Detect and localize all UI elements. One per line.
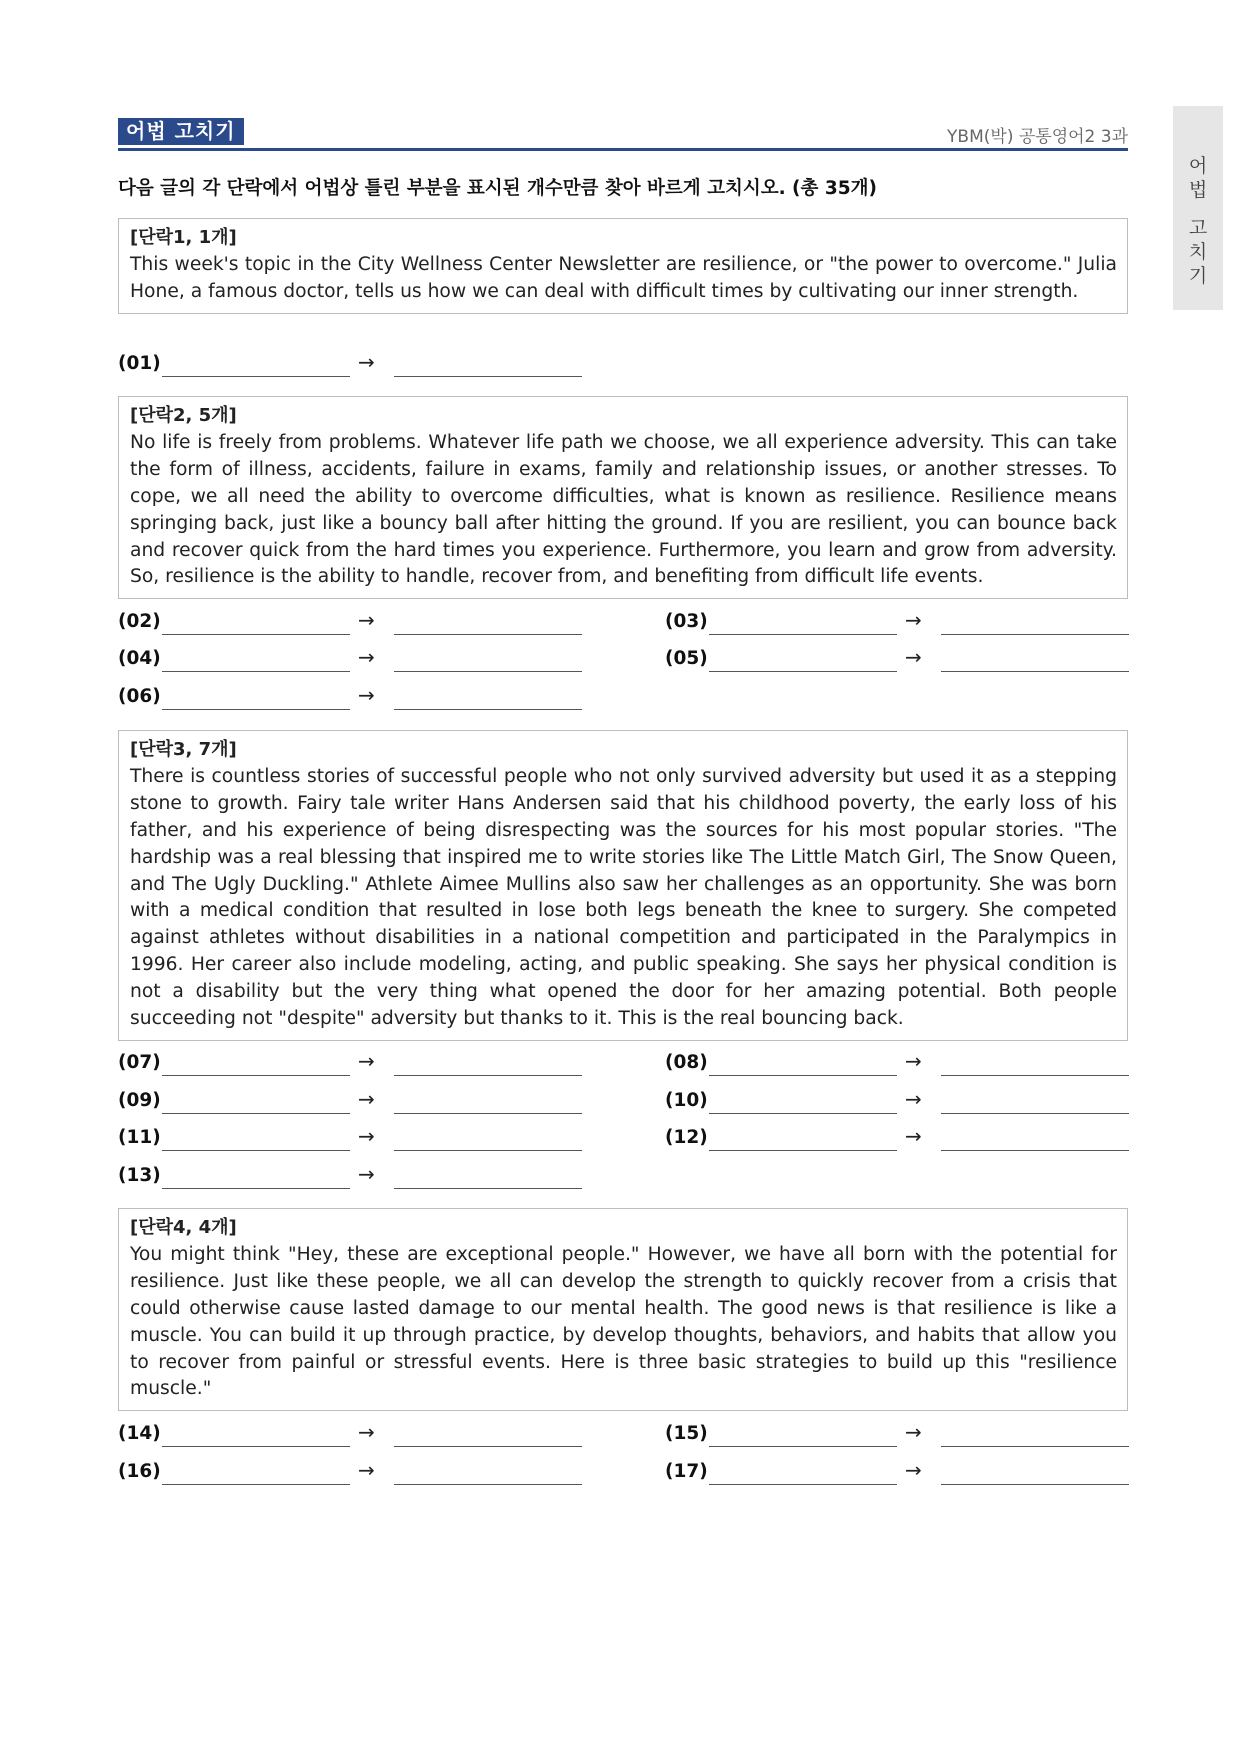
section-title: 어법 고치기: [118, 118, 244, 145]
arrow-icon: →: [905, 1049, 922, 1073]
answer-number: (01): [118, 353, 161, 374]
wrong-word-blank[interactable]: [709, 1446, 897, 1447]
answer-number: (07): [118, 1052, 161, 1073]
correction-blank[interactable]: [394, 376, 582, 377]
wrong-word-blank[interactable]: [162, 1075, 350, 1076]
answer-row: [118, 1457, 1128, 1487]
arrow-icon: →: [358, 1162, 375, 1186]
correction-blank[interactable]: [394, 1446, 582, 1447]
answer-item: [118, 1457, 588, 1487]
arrow-icon: →: [358, 1087, 375, 1111]
source-label: YBM(박) 공통영어2 3과: [947, 127, 1128, 147]
answer-item: [118, 682, 588, 712]
answer-number: (16): [118, 1461, 161, 1482]
side-tab: [1173, 106, 1223, 310]
arrow-icon: →: [905, 1087, 922, 1111]
answer-item: [118, 1161, 588, 1191]
answer-item: [118, 1123, 588, 1153]
correction-blank[interactable]: [394, 634, 582, 635]
answer-number: (02): [118, 611, 161, 632]
answer-number: (04): [118, 648, 161, 669]
answer-item: [665, 1123, 1135, 1153]
arrow-icon: →: [358, 608, 375, 632]
answer-number: (12): [665, 1127, 708, 1148]
arrow-icon: →: [905, 1420, 922, 1444]
answer-item: [665, 1457, 1135, 1487]
paragraph-text: There is countless stories of successful people who not only survived adversity but used it as a stepping stone to growth. Fairy tale writer Hans Andersen said that his childhood poverty, the early loss of his father, and his experience of being disrespecting was the sources for his most popular stories. "The hardship was a real blessing that inspired me to write stories like The Little Match Girl, The Snow Queen, and The Ugly Duckling." Athlete Aimee Mullins also saw her challenges as an opportunity. She was born with a medical condition that resulted in lose both legs beneath the knee to surgery. She competed against athletes without disabilities in a national competition and participated in the Paralympics in 1996. Her career also include modeling, acting, and public speaking. She says her physical condition is not a disability but the very thing what opened the door for her amazing potential. Both people succeeding not "despite" adversity but thanks to it. This is the real bouncing back.: [130, 765, 1117, 1030]
correction-blank[interactable]: [941, 634, 1129, 635]
arrow-icon: →: [905, 608, 922, 632]
arrow-icon: →: [358, 350, 375, 374]
wrong-word-blank[interactable]: [162, 1188, 350, 1189]
answer-item: [118, 644, 588, 674]
answer-row: [118, 607, 1128, 637]
instruction: 다음 글의 각 단락에서 어법상 틀린 부분을 표시된 개수만큼 찾아 바르게 고치시오. (총 35개): [118, 178, 877, 199]
answer-item: [118, 1086, 588, 1116]
answer-row: [118, 682, 1128, 712]
arrow-icon: →: [358, 1458, 375, 1482]
wrong-word-blank[interactable]: [709, 1075, 897, 1076]
answer-number: (03): [665, 611, 708, 632]
wrong-word-blank[interactable]: [709, 634, 897, 635]
paragraph-text: You might think "Hey, these are exceptional people." However, we have all born with the potential for resilience. Just like these people, we all can develop the strength to quickly recover from a crisis that could otherwise cause lasted damage to our mental health. The good news is that resilience is like a muscle. You can build it up through practice, by develop thoughts, behaviors, and habits that allow you to recover from painful or stressful events. Here is three basic strategies to build up this "resilience muscle.": [130, 1243, 1117, 1400]
correction-blank[interactable]: [941, 1113, 1129, 1114]
correction-blank[interactable]: [941, 671, 1129, 672]
correction-blank[interactable]: [394, 1113, 582, 1114]
answer-number: (14): [118, 1423, 161, 1444]
answer-row: [118, 349, 1128, 379]
answer-item: [665, 1086, 1135, 1116]
correction-blank[interactable]: [941, 1075, 1129, 1076]
arrow-icon: →: [358, 683, 375, 707]
side-tab-char: 고: [1188, 217, 1208, 239]
wrong-word-blank[interactable]: [709, 1150, 897, 1151]
paragraph-box: [118, 218, 1128, 314]
answer-item: [118, 607, 588, 637]
answer-row: [118, 644, 1128, 674]
paragraph-box: [118, 396, 1128, 599]
answer-number: (15): [665, 1423, 708, 1444]
wrong-word-blank[interactable]: [709, 671, 897, 672]
wrong-word-blank[interactable]: [709, 1484, 897, 1485]
wrong-word-blank[interactable]: [162, 1113, 350, 1114]
side-tab-char: 기: [1188, 265, 1208, 287]
wrong-word-blank[interactable]: [162, 1446, 350, 1447]
arrow-icon: →: [358, 645, 375, 669]
arrow-icon: →: [358, 1124, 375, 1148]
correction-blank[interactable]: [394, 1484, 582, 1485]
answer-number: (17): [665, 1461, 708, 1482]
arrow-icon: →: [905, 645, 922, 669]
answer-item: [118, 1048, 588, 1078]
wrong-word-blank[interactable]: [162, 634, 350, 635]
correction-blank[interactable]: [941, 1484, 1129, 1485]
paragraph-label: [단락3, 7개]: [130, 739, 237, 760]
wrong-word-blank[interactable]: [162, 376, 350, 377]
answer-item: [118, 1419, 588, 1449]
wrong-word-blank[interactable]: [162, 671, 350, 672]
answer-row: [118, 1161, 1128, 1191]
answer-number: (06): [118, 686, 161, 707]
arrow-icon: →: [358, 1420, 375, 1444]
answer-number: (13): [118, 1165, 161, 1186]
paragraph-label: [단락1, 1개]: [130, 227, 237, 248]
answer-item: [118, 349, 588, 379]
paragraph-label: [단락4, 4개]: [130, 1217, 237, 1238]
arrow-icon: →: [358, 1049, 375, 1073]
paragraph-text: No life is freely from problems. Whatever life path we choose, we all experience adversity. This can take the form of illness, accidents, failure in exams, family and relationship issues, or another stresses. To cope, we all need the ability to overcome difficulties, what is known as resilience. Resilience means springing back, just like a bouncy ball after hitting the ground. If you are resilient, you can bounce back and recover quick from the hard times you experience. Furthermore, you learn and grow from adversity. So, resilience is the ability to handle, recover from, and benefiting from difficult life events.: [130, 431, 1117, 588]
answer-row: [118, 1123, 1128, 1153]
answer-row: [118, 1086, 1128, 1116]
page-header: [118, 118, 1128, 151]
wrong-word-blank[interactable]: [709, 1113, 897, 1114]
correction-blank[interactable]: [394, 1150, 582, 1151]
correction-blank[interactable]: [941, 1446, 1129, 1447]
wrong-word-blank[interactable]: [162, 709, 350, 710]
answer-row: [118, 1419, 1128, 1449]
paragraph-box: [118, 730, 1128, 1041]
answer-number: (09): [118, 1090, 161, 1111]
side-tab-char: 어: [1188, 155, 1208, 177]
correction-blank[interactable]: [394, 1075, 582, 1076]
answer-item: [665, 1048, 1135, 1078]
answer-item: [665, 607, 1135, 637]
arrow-icon: →: [905, 1458, 922, 1482]
paragraph-label: [단락2, 5개]: [130, 405, 237, 426]
paragraph-box: [118, 1208, 1128, 1411]
wrong-word-blank[interactable]: [162, 1484, 350, 1485]
correction-blank[interactable]: [394, 671, 582, 672]
arrow-icon: →: [905, 1124, 922, 1148]
answer-number: (10): [665, 1090, 708, 1111]
answer-item: [665, 1419, 1135, 1449]
answer-number: (05): [665, 648, 708, 669]
side-tab-char: 치: [1188, 241, 1208, 263]
wrong-word-blank[interactable]: [162, 1150, 350, 1151]
answer-row: [118, 1048, 1128, 1078]
correction-blank[interactable]: [394, 709, 582, 710]
answer-number: (11): [118, 1127, 161, 1148]
answer-item: [665, 644, 1135, 674]
side-tab-char: 법: [1188, 179, 1208, 201]
answer-number: (08): [665, 1052, 708, 1073]
correction-blank[interactable]: [394, 1188, 582, 1189]
paragraph-text: This week's topic in the City Wellness Center Newsletter are resilience, or "the power to overcome." Julia Hone, a famous doctor, tells us how we can deal with difficult times by cultivating our inner strength.: [130, 253, 1117, 302]
correction-blank[interactable]: [941, 1150, 1129, 1151]
